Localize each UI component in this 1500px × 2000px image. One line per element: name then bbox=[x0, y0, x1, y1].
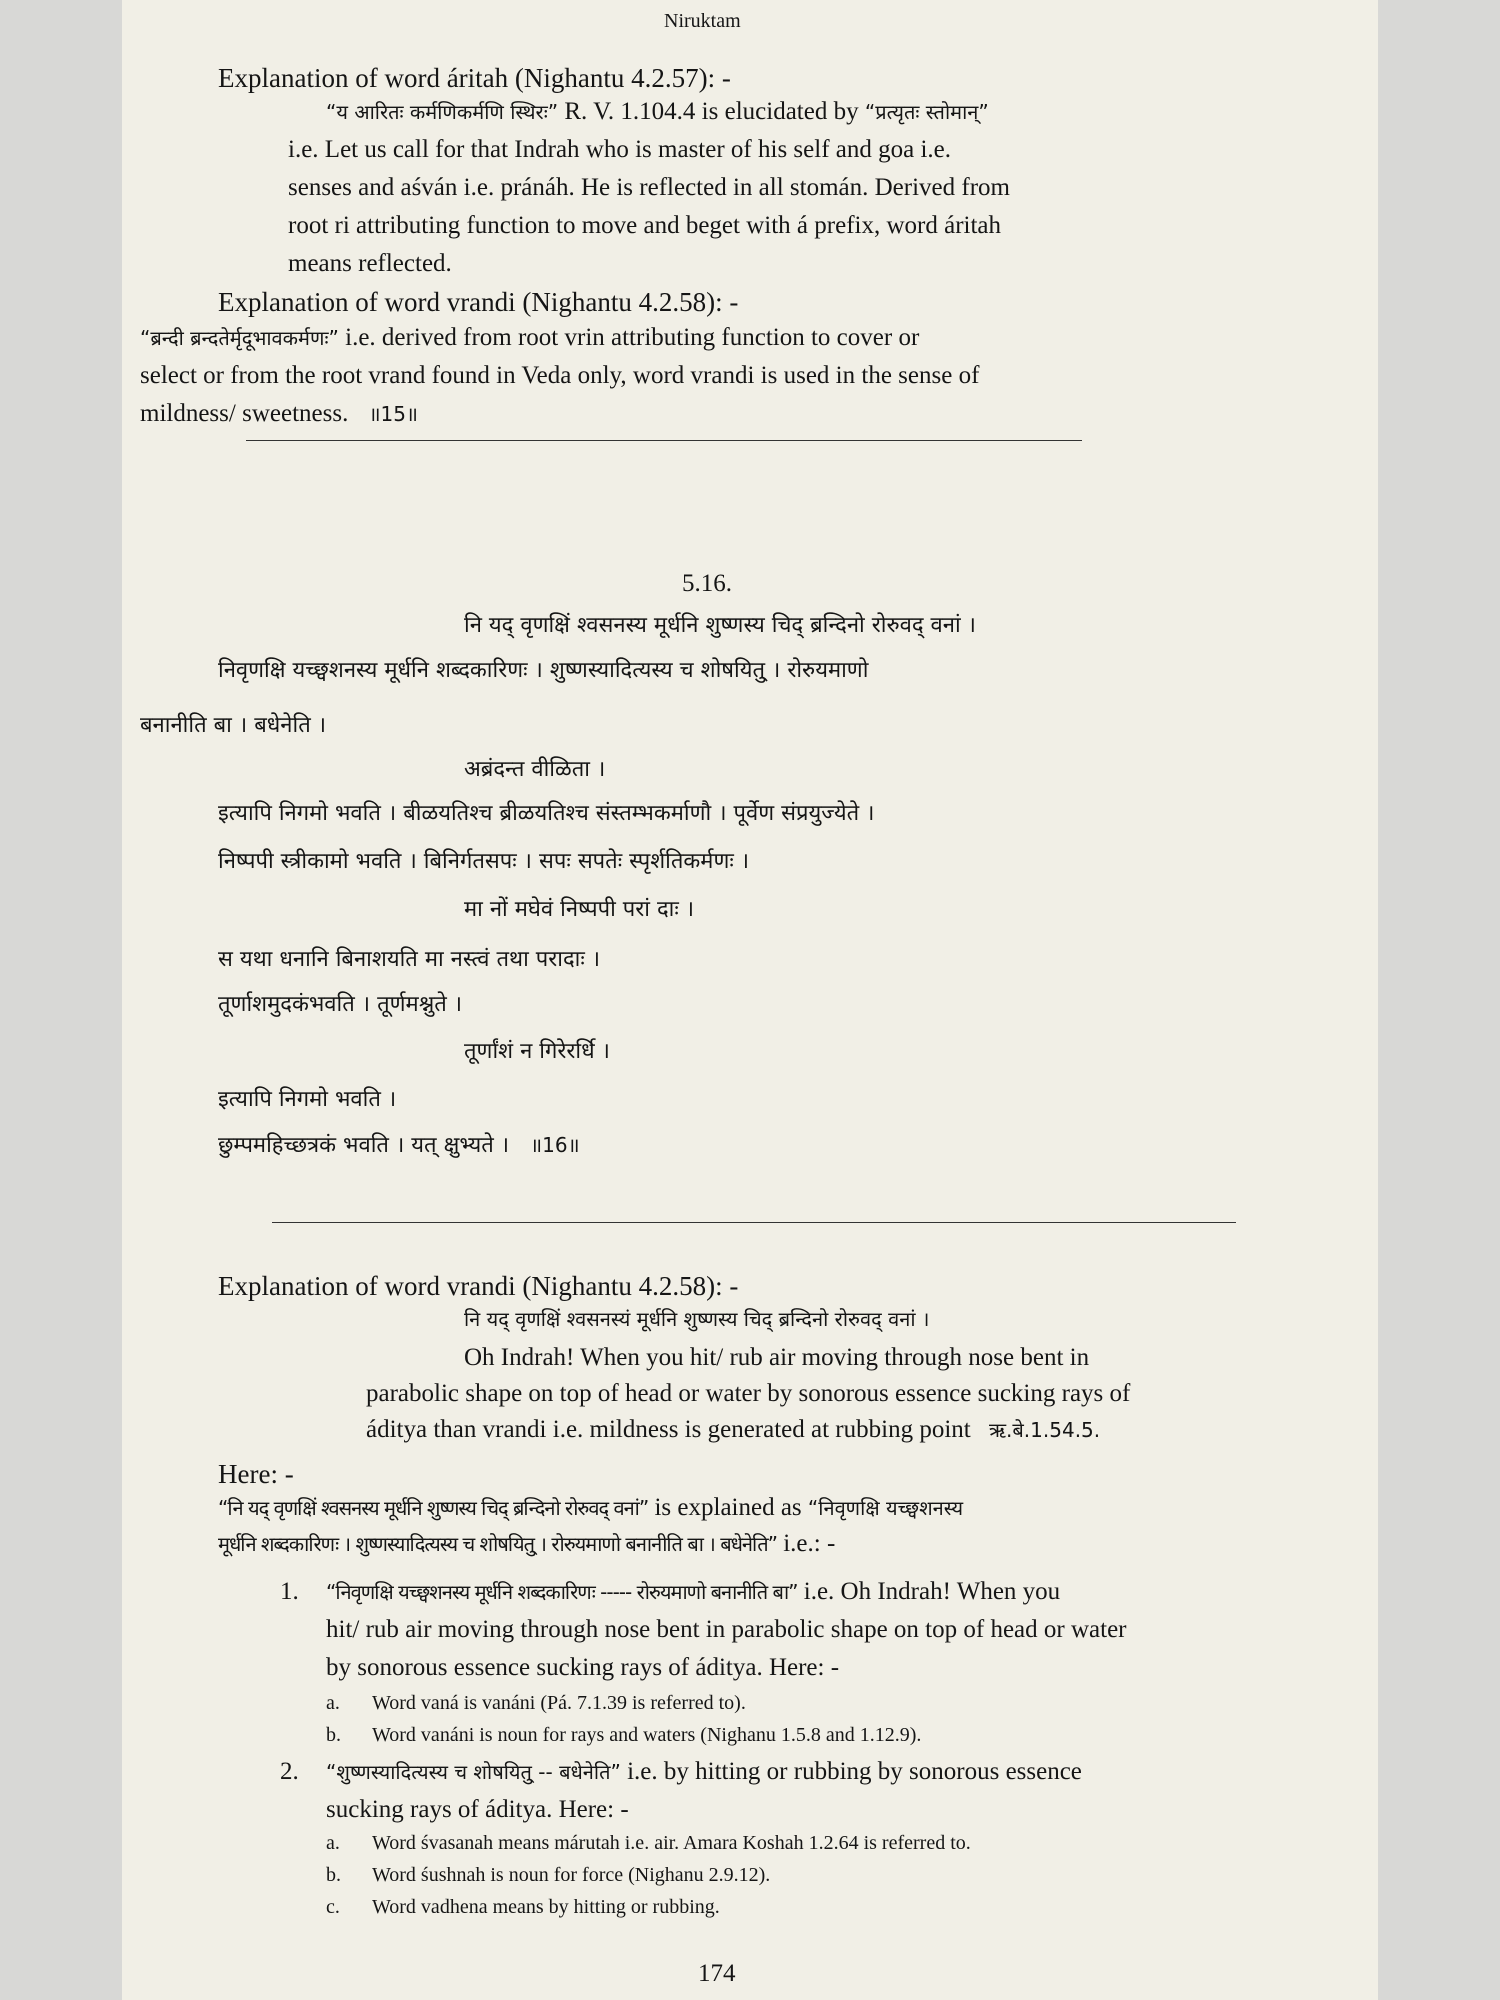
here-text: i.e.: - bbox=[776, 1530, 836, 1557]
aritah-sanskrit-quote: “य आरितः कर्मणिकर्मणि स्थिरः” bbox=[326, 100, 559, 124]
page-number: 174 bbox=[698, 1960, 736, 1987]
sanskrit-line bbox=[218, 1134, 580, 1158]
aritah-quote-line bbox=[326, 98, 989, 126]
translation-line bbox=[366, 1416, 1100, 1444]
sanskrit-line: इत्यापि निगमो भवति । bbox=[218, 1087, 397, 1112]
translation-line: Oh Indrah! When you hit/ rub air moving through nose bent in bbox=[464, 1344, 1090, 1371]
vrandi-heading: Explanation of word vrandi (Nighantu 4.2.58): - bbox=[218, 1271, 739, 1301]
aritah-line: senses and aśván i.e. pránáh. He is reflected in all stomán. Derived from bbox=[288, 174, 1010, 201]
sanskrit-verse: नि यद् वृणक्षिं श्वसनस्यं मूर्धनि शुष्णस्य चिद् ब्रन्दिनो रोरुवद् वनां । bbox=[464, 1307, 930, 1331]
list-item-text: i.e. by hitting or rubbing by sonorous essence bbox=[620, 1758, 1082, 1785]
sanskrit-quote: “शुष्णस्यादित्यस्य च शोषयितु् -- बधेनेति” bbox=[326, 1760, 621, 1784]
translation-text: áditya than vrandi i.e. mildness is generated at rubbing point bbox=[366, 1416, 971, 1443]
aritah-sanskrit-gloss: “प्रत्यृतः स्तोमान्” bbox=[864, 100, 989, 124]
aritah-line: i.e. Let us call for that Indrah who is master of his self and goa i.e. bbox=[288, 136, 952, 163]
aritah-line: means reflected. bbox=[288, 250, 452, 277]
sub-item-text: Word vaná is vanáni (Pá. 7.1.39 is referred to). bbox=[372, 1692, 746, 1714]
sanskrit-quote: “निवृणक्षि यच्छ्वशनस्य bbox=[807, 1496, 964, 1520]
sanskrit-quote: मूर्धनि शब्दकारिणः । शुष्णस्यादित्यस्य च शोषयितु् । रोरुयमाणो बनानीति बा । बधेनेति” bbox=[218, 1532, 777, 1556]
list-item-line: by sonorous essence sucking rays of áditya. Here: - bbox=[326, 1654, 840, 1681]
sub-item-label: a. bbox=[326, 1832, 340, 1854]
sub-item-text: Word vadhena means by hitting or rubbing. bbox=[372, 1896, 720, 1918]
sanskrit-text: छुम्पमहिच्छत्रकं भवति । यत् क्षुभ्यते । bbox=[218, 1133, 510, 1158]
sanskrit-line: मा नों मघेवं निष्पपी परां दाः । bbox=[464, 897, 695, 922]
sanskrit-line: तूर्णाशमुदकंभवति । तूर्णमश्नुते । bbox=[218, 992, 463, 1017]
running-header: Niruktam bbox=[664, 10, 741, 32]
list-item-line: hit/ rub air moving through nose bent in parabolic shape on top of head or water bbox=[326, 1616, 1127, 1643]
section-divider bbox=[246, 440, 1082, 441]
sanskrit-line: बनानीति बा । बधेनेति । bbox=[140, 713, 327, 738]
sub-item-text: Word vanáni is noun for rays and waters (Nighanu 1.5.8 and 1.12.9). bbox=[372, 1724, 922, 1746]
here-line bbox=[218, 1494, 963, 1522]
list-item-number: 2. bbox=[280, 1758, 299, 1785]
sub-item-text: Word śvasanah means márutah i.e. air. Amara Koshah 1.2.64 is referred to. bbox=[372, 1832, 971, 1854]
translation-line: parabolic shape on top of head or water by sonorous essence sucking rays of bbox=[366, 1380, 1131, 1407]
sub-item-text: Word śushnah is noun for force (Nighanu 2.9.12). bbox=[372, 1864, 771, 1886]
sanskrit-line: नि यद् वृणक्षिं श्वसनस्य मूर्धनि शुष्णस्य चिद् ब्रन्दिनो रोरुवद् वनां । bbox=[464, 613, 976, 638]
rigveda-reference: ऋ.बे.1.54.5. bbox=[988, 1418, 1101, 1442]
book-page bbox=[122, 0, 1378, 2000]
sanskrit-line: स यथा धनानि बिनाशयति मा नस्त्वं तथा परादाः । bbox=[218, 947, 601, 972]
sanskrit-quote: “नि यद् वृणक्षिं श्वसनस्य मूर्धनि शुष्णस्य चिद् ब्रन्दिनो रोरुवद् वनां” bbox=[218, 1496, 649, 1520]
list-item-line bbox=[326, 1758, 1082, 1786]
aritah-reference: R. V. 1.104.4 is elucidated by bbox=[558, 98, 865, 125]
aritah-line: root ri attributing function to move and beget with á prefix, word áritah bbox=[288, 212, 1002, 239]
sanskrit-line: तूर्णांशं न गिरेरर्धि । bbox=[464, 1039, 610, 1064]
sub-item-label: a. bbox=[326, 1692, 340, 1714]
sub-item-label: b. bbox=[326, 1864, 341, 1886]
section-divider bbox=[272, 1222, 1236, 1223]
sanskrit-line: निष्पपी स्त्रीकामो भवति । बिनिर्गतसपः । सपः सपतेः स्पृर्शतिकर्मणः । bbox=[218, 849, 750, 874]
vrandi-definition-line: select or from the root vrand found in Veda only, word vrandi is used in the sense of bbox=[140, 362, 980, 389]
sub-item-label: c. bbox=[326, 1896, 340, 1918]
verse-number: ॥16॥ bbox=[530, 1133, 580, 1157]
sanskrit-line: निवृणक्षि यच्छ्वशनस्य मूर्धनि शब्दकारिणः । शुष्णस्यादित्यस्य च शोषयितु् । रोरुयमाणो bbox=[218, 658, 869, 683]
list-item-number: 1. bbox=[280, 1578, 299, 1605]
here-line bbox=[218, 1530, 835, 1558]
aritah-heading: Explanation of word áritah (Nighantu 4.2.57): - bbox=[218, 63, 731, 93]
sanskrit-line: इत्यापि निगमो भवति । बीळयतिश्च ब्रीळयतिश्च संस्तम्भकर्माणौ । पूर्वेण संप्रयुज्येते । bbox=[218, 801, 875, 826]
list-item-line bbox=[326, 1578, 1060, 1606]
here-text: is explained as bbox=[648, 1494, 808, 1521]
sanskrit-line: अब्रंदन्त वीळिता । bbox=[464, 757, 606, 782]
verse-number: ॥15॥ bbox=[368, 402, 418, 426]
list-item-text: i.e. Oh Indrah! When you bbox=[797, 1578, 1061, 1605]
vrandi-definition-text: mildness/ sweetness. bbox=[140, 400, 349, 427]
vrandi-definition-line bbox=[140, 324, 919, 352]
sanskrit-quote: “निवृणक्षि यच्छ्वशनस्य मूर्धनि शब्दकारिणः ----- रोरुयमाणो बनानीति बा” bbox=[326, 1580, 798, 1604]
section-number: 5.16. bbox=[682, 570, 732, 597]
sub-item-label: b. bbox=[326, 1724, 341, 1746]
vrandi-heading: Explanation of word vrandi (Nighantu 4.2.58): - bbox=[218, 287, 739, 317]
vrandi-definition-text: i.e. derived from root vrin attributing function to cover or bbox=[338, 324, 920, 351]
list-item-line: sucking rays of áditya. Here: - bbox=[326, 1796, 629, 1823]
here-label: Here: - bbox=[218, 1459, 294, 1489]
vrandi-definition-line bbox=[140, 400, 418, 428]
vrandi-sanskrit-quote: “ब्रन्दी ब्रन्दतेर्मृदूभावकर्मणः” bbox=[140, 326, 339, 350]
